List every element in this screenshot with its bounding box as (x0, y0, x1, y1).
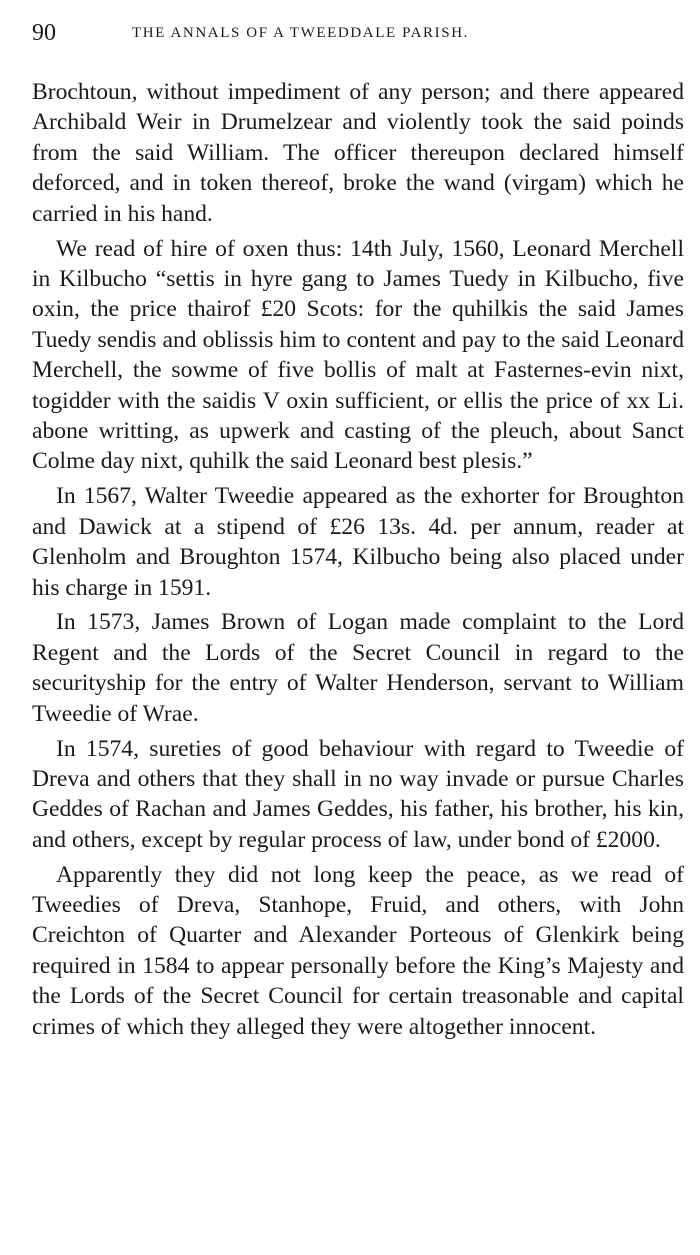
paragraph-hire-of-oxen: We read of hire of oxen thus: 14th July, 1560, Leonard Merchell in Kilbucho “settis in hyre gang to James Tuedy in Kilbucho, five oxin, the price thairof £20 Scots: for the quhilkis the said James Tuedy sendis and oblissis him to content and pay to the said Leonard Merchell, the sowme of five bollis of malt at Fasternes-evin nixt, togidder with the saidis V oxin sufficient, or ellis the price of xx Li. abone writting, as upwerk and casting of the pleuch, about Sanct Colme day nixt, quhilk the said Leonard best plesis.” (32, 235, 684, 475)
paragraph-1584: Apparently they did not long keep the peace, as we read of Tweedies of Dreva, Stanhope, Fruid, and others, with John Creichton of Quarter and Alexander Porteous of Glenkirk being required in 1584 to appear personally before the King’s Majesty and the Lords of the Secret Council for certain treasonable and capital crimes of which they alleged they were altogether innocent. (32, 861, 684, 1040)
paragraph-1574: In 1574, sureties of good behaviour with regard to Tweedie of Dreva and others that they shall in no way invade or pursue Charles Geddes of Rachan and James Geddes, his father, his brother, his kin, and others, except by regular process of law, under bond of £2000. (32, 735, 684, 853)
page-number: 90 (32, 20, 56, 46)
paragraph-continued: Brochtoun, without impediment of any person; and there appeared Archibald Weir in Drumelzear and violently took the said poinds from the said William. The officer thereupon declared himself deforced, and in token thereof, broke the wand (virgam) which he carried in his hand. (32, 79, 684, 227)
body-text (32, 77, 684, 1047)
paragraph-1573: In 1573, James Brown of Logan made complaint to the Lord Regent and the Lords of the Secret Council in regard to the securityship for the entry of Walter Henderson, servant to William Tweedie of Wrae. (32, 609, 684, 727)
paragraph-1567: In 1567, Walter Tweedie appeared as the exhorter for Broughton and Dawick at a stipend of £26 13s. 4d. per annum, reader at Glenholm and Broughton 1574, Kilbucho being also placed under his charge in 1591. (32, 483, 684, 601)
running-title: THE ANNALS OF A TWEEDDALE PARISH. (132, 25, 469, 41)
running-head (32, 18, 682, 48)
